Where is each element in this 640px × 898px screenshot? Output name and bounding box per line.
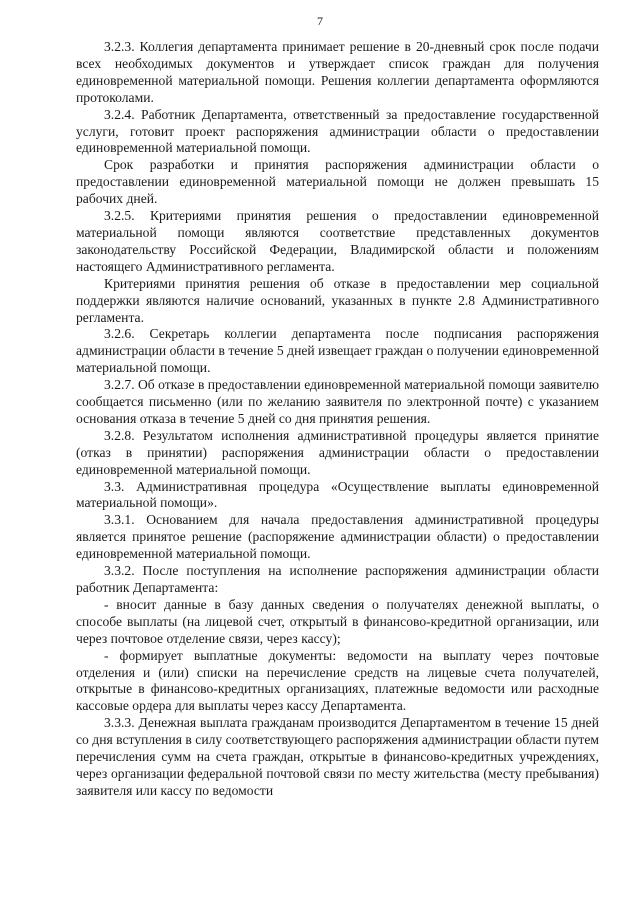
paragraph-3-2-7: 3.2.7. Об отказе в предоставлении единовременной материальной помощи заявителю сообщается письменно (или по желанию заявителя по электронной почте) с указанием основания отказа в течение 5 дней со дня принятия решения. xyxy=(76,377,599,426)
paragraph-refusal-criteria: Критериями принятия решения об отказе в предоставлении мер социальной поддержки являются наличие оснований, указанных в пункте 2.8 Административного регламента. xyxy=(76,275,599,325)
paragraph-3-2-8: 3.2.8. Результатом исполнения административной процедуры является принятие (отказ в принятии) распоряжения администрации области о предоставлении единовременной материальной помощи. xyxy=(76,427,599,477)
paragraph-3-3-2: 3.3.2. После поступления на исполнение распоряжения администрации области работник Департамента: xyxy=(76,563,599,595)
list-item-payment-documents: - формирует выплатные документы: ведомости на выплату через почтовые отделения и (или) списки на перечисление средств на лицевые счета получателей, открытые в финансово-кредитных организациях, платежные ведомости или расходные кассовые ордера для выплаты через кассу Департамента. xyxy=(76,647,599,714)
paragraph-3-2-3: 3.2.3. Коллегия департамента принимает решение в 20-дневный срок после подачи всех необходимых документов и утверждает список граждан для получения единовременной материальной помощи. Решения коллегии департамента оформляются протоколами. xyxy=(76,39,599,105)
paragraph-3-2-5: 3.2.5. Критериями принятия решения о предоставлении единовременной материальной помощи являются соответствие представленных документов законодательству Российской Федерации, Владимирской области и положениям настоящего Административного регламента. xyxy=(76,208,599,274)
document-body xyxy=(76,39,599,800)
paragraph-3-2-4: 3.2.4. Работник Департамента, ответственный за предоставление государственной услуги, готовит проект распоряжения администрации области о предоставлении единовременной материальной помощи. xyxy=(76,106,599,156)
paragraph-deadline: Срок разработки и принятия распоряжения администрации области о предоставлении единовременной материальной помощи не должен превышать 15 рабочих дней. xyxy=(76,157,599,207)
list-item-database-entry: - вносит данные в базу данных сведения о получателях денежной выплаты, о способе выплаты (на лицевой счет, открытый в финансово-кредитной организации, или через почтовое отделение связи, через кассу); xyxy=(76,596,599,646)
paragraph-3-3-1: 3.3.1. Основанием для начала предоставления административной процедуры является принятое решение (распоряжение администрации области) о предоставлении единовременной материальной помощи. xyxy=(76,512,599,562)
paragraph-3-3: 3.3. Административная процедура «Осуществление выплаты единовременной материальной помощи». xyxy=(76,478,599,511)
paragraph-3-3-3: 3.3.3. Денежная выплата гражданам производится Департаментом в течение 15 дней со дня вступления в силу соответствующего распоряжения администрации области путем перечисления сумм на счета граждан, открытые в финансово-кредитных учреждениях, через организации федеральной почтовой связи по месту жительства (месту пребывания) заявителя или кассу по ведомости xyxy=(76,715,599,798)
paragraph-3-2-6: 3.2.6. Секретарь коллегии департамента после подписания распоряжения администрации области в течение 5 дней извещает граждан о получении единовременной материальной помощи. xyxy=(76,326,599,376)
page-number: 7 xyxy=(317,14,323,28)
